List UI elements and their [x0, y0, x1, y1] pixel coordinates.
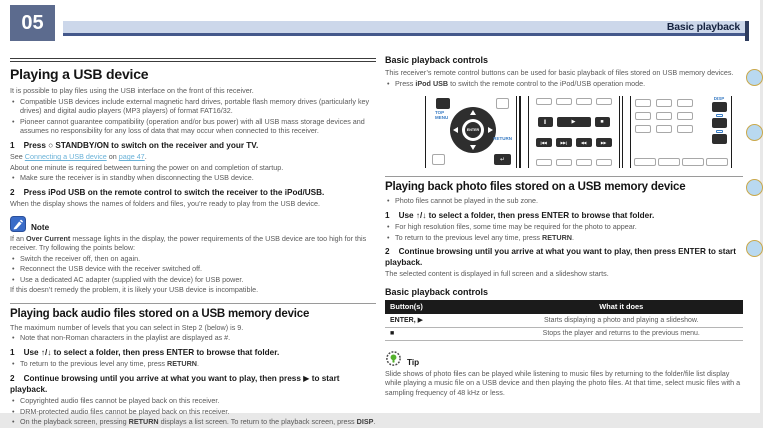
table-cell-button: ■ [385, 327, 500, 340]
paragraph: The maximum number of levels that you can select in Step 2 (below) is 9. [10, 322, 244, 332]
side-nav-button[interactable] [746, 69, 763, 86]
step-text: Continue browsing until you arrive at what you want to play, then press ▶ to start playback. [10, 373, 340, 394]
step-number: 1 [385, 210, 390, 220]
section-title-usb-device: Playing a USB device [10, 66, 149, 82]
step-text: Press iPod USB on the remote control to switch the receiver to the iPod/USB. [23, 187, 325, 197]
bullet-item: • Copyrighted audio files cannot be played back on this receiver. [10, 396, 376, 406]
remote-button [596, 159, 612, 166]
note-footer: If this doesn’t remedy the problem, it is likely your USB device is incompatible. [10, 285, 259, 295]
subsection-title-basic-playback-controls: Basic playback controls [385, 55, 489, 65]
step-text: Use ↑/↓ to select a folder, then press ENTER to browse that folder. [398, 210, 655, 220]
cross-reference-link[interactable]: Connecting a USB device [24, 152, 107, 162]
step-text: Continue browsing until you arrive at what you want to play, then press ENTER to start playback. [385, 247, 736, 267]
header-end-tick [745, 21, 749, 41]
remote-button [635, 125, 651, 133]
note-text: If an Over Current message lights in the display, the power requirements of the USB device are too high for this receiver. Try following the points below: [10, 233, 367, 253]
remote-button [656, 112, 672, 120]
return-button: ↵ [494, 154, 511, 165]
step-2 [385, 247, 743, 268]
paragraph: When the display shows the names of folders and files, you’re ready to play from the USB device. [10, 199, 321, 209]
panel-separator [622, 96, 624, 168]
remote-button [677, 112, 693, 120]
repeat-icon [716, 114, 723, 117]
tip-label: Tip [407, 357, 420, 367]
bullet-item: • Compatible USB devices include external magnetic hard drives, portable flash memory drives (particularly key drives) and digital audio players (MP3 players) of format FAT16/32. [10, 97, 376, 116]
bullet-item: • Use a dedicated AC adapter (supplied with the device) for USB power. [10, 275, 376, 285]
shuffle-icon [716, 130, 723, 133]
bullet-item: • Photo files cannot be played in the sub zone. [385, 196, 743, 206]
return-label: RETURN [493, 136, 512, 141]
section-rule [10, 58, 376, 62]
table-header-what-it-does: What it does [500, 300, 743, 314]
bullet-item: • Note that non-Roman characters in the playlist are displayed as #. [10, 333, 376, 343]
section-title-photo-files: Playing back photo files stored on a USB memory device [385, 176, 743, 193]
left-column [10, 58, 376, 428]
paragraph: This receiver’s remote control buttons can be used for basic playback of files stored on USB memory devices. [385, 68, 734, 77]
next-track-button: ▶▶| [556, 138, 572, 147]
step-1 [10, 141, 376, 152]
step-2 [10, 374, 376, 395]
bullet-item: • Press iPod USB to switch the remote control to the iPod/USB operation mode. [385, 79, 743, 89]
cross-reference-line: See Connecting a USB device on page 47. [10, 152, 147, 162]
step-number: 1 [10, 347, 15, 357]
pause-button: || [538, 117, 553, 127]
remote-button [658, 158, 680, 166]
paragraph: It is possible to play files using the USB interface on the front of this receiver. [10, 86, 254, 95]
table-row [385, 314, 743, 328]
bullet-item: • Pioneer cannot guarantee compatibility (operation and/or bus power) with all USB mass storage devices and assumes no responsibility for any loss of data that may occur when connected to this receiver. [10, 117, 376, 136]
note-label: Note [31, 222, 50, 232]
top-menu-button [436, 98, 450, 109]
table-cell-button: ENTER, ▶ [385, 314, 500, 328]
remote-button [576, 98, 592, 105]
remote-button [677, 99, 693, 107]
remote-button [682, 158, 704, 166]
remote-button [536, 159, 552, 166]
arrow-right-icon [488, 127, 493, 133]
note-callout [10, 216, 376, 232]
playback-controls-table [385, 300, 743, 341]
top-menu-label: TOP MENU [435, 110, 449, 120]
step-number: 2 [10, 373, 15, 383]
remote-button [656, 99, 672, 107]
table-cell-description: Starts displaying a photo and playing a slideshow. [500, 314, 743, 328]
remote-button [706, 158, 728, 166]
remote-button [536, 98, 552, 105]
arrow-down-icon [470, 145, 476, 150]
remote-panel-navigation [425, 96, 517, 168]
paragraph: The selected content is displayed in full screen and a slideshow starts. [385, 269, 609, 279]
remote-button [576, 159, 592, 166]
table-header-buttons: Button(s) [385, 300, 500, 314]
subsection-title-basic-playback-controls: Basic playback controls [385, 286, 489, 297]
right-column [385, 55, 743, 398]
play-button: ▶ [557, 117, 591, 127]
remote-button [712, 118, 727, 128]
remote-button [496, 98, 509, 109]
tip-icon [385, 350, 402, 367]
remote-button [712, 134, 727, 144]
chapter-number: 05 [10, 5, 55, 41]
remote-button [596, 98, 612, 105]
stop-button: ■ [595, 117, 610, 127]
disp-label: DISP [713, 96, 725, 101]
bullet-item: • To return to the previous level any time, press RETURN. [385, 233, 743, 243]
side-nav-button[interactable] [746, 240, 763, 257]
note-icon [10, 216, 26, 232]
fast-forward-button: ▶▶ [596, 138, 612, 147]
remote-button [656, 125, 672, 133]
remote-panel-transport [528, 96, 620, 168]
bullet-item: • Switch the receiver off, then on again. [10, 254, 376, 264]
remote-button [677, 125, 693, 133]
enter-button: ENTER [464, 121, 482, 139]
bullet-item: • To return to the previous level any time, press RETURN. [10, 359, 376, 369]
panel-separator [519, 96, 521, 168]
section-title-audio-files: Playing back audio files stored on a USB memory device [10, 303, 376, 320]
step-2 [10, 188, 376, 199]
rewind-button: ◀◀ [576, 138, 592, 147]
side-nav-button[interactable] [746, 124, 763, 141]
chapter-header-bar [63, 21, 745, 36]
remote-button [635, 99, 651, 107]
bullet-item: • Make sure the receiver is in standby when disconnecting the USB device. [10, 173, 376, 183]
remote-button [556, 159, 572, 166]
paragraph: About one minute is required between turning the power on and completion of startup. [10, 162, 284, 172]
cross-reference-link[interactable]: page 47 [118, 152, 145, 162]
remote-button [635, 112, 651, 120]
remote-button [432, 154, 445, 165]
bullet-item: • Reconnect the USB device with the receiver switched off. [10, 264, 376, 274]
disp-button [712, 102, 727, 112]
step-number: 2 [385, 247, 390, 257]
side-nav-button[interactable] [746, 179, 763, 196]
chapter-title: Basic playback [666, 21, 740, 33]
remote-button [556, 98, 572, 105]
step-number: 2 [10, 187, 15, 197]
step-text: Press ○ STANDBY/ON to switch on the receiver and your TV. [23, 140, 259, 150]
arrow-left-icon [453, 127, 458, 133]
bullet-item: • On the playback screen, pressing RETURN displays a list screen. To return to the playback screen, press DISP. [10, 417, 376, 427]
table-cell-description: Stops the player and returns to the previous menu. [500, 327, 743, 340]
tip-text: Slide shows of photo files can be played while listening to music files by returning to the folder/file list display while playing a music file on a USB device and then playing the photo files. At that time, select music files with a sampling frequency of 48 kHz or less. [385, 368, 741, 397]
previous-track-button: |◀◀ [536, 138, 552, 147]
dpad [450, 107, 496, 153]
step-1 [10, 348, 376, 359]
arrow-up-icon [470, 110, 476, 115]
table-row [385, 327, 743, 340]
step-number: 1 [10, 140, 15, 150]
remote-control-illustration [425, 96, 743, 168]
tip-callout [385, 350, 743, 367]
step-1 [385, 211, 743, 222]
remote-panel-numeric [630, 96, 732, 168]
remote-button [634, 158, 656, 166]
step-text: Use ↑/↓ to select a folder, then press ENTER to browse that folder. [23, 347, 280, 357]
bullet-item: • For high resolution files, some time may be required for the photo to appear. [385, 222, 743, 232]
bullet-item: • DRM-protected audio files cannot be played back on this receiver. [10, 407, 376, 417]
